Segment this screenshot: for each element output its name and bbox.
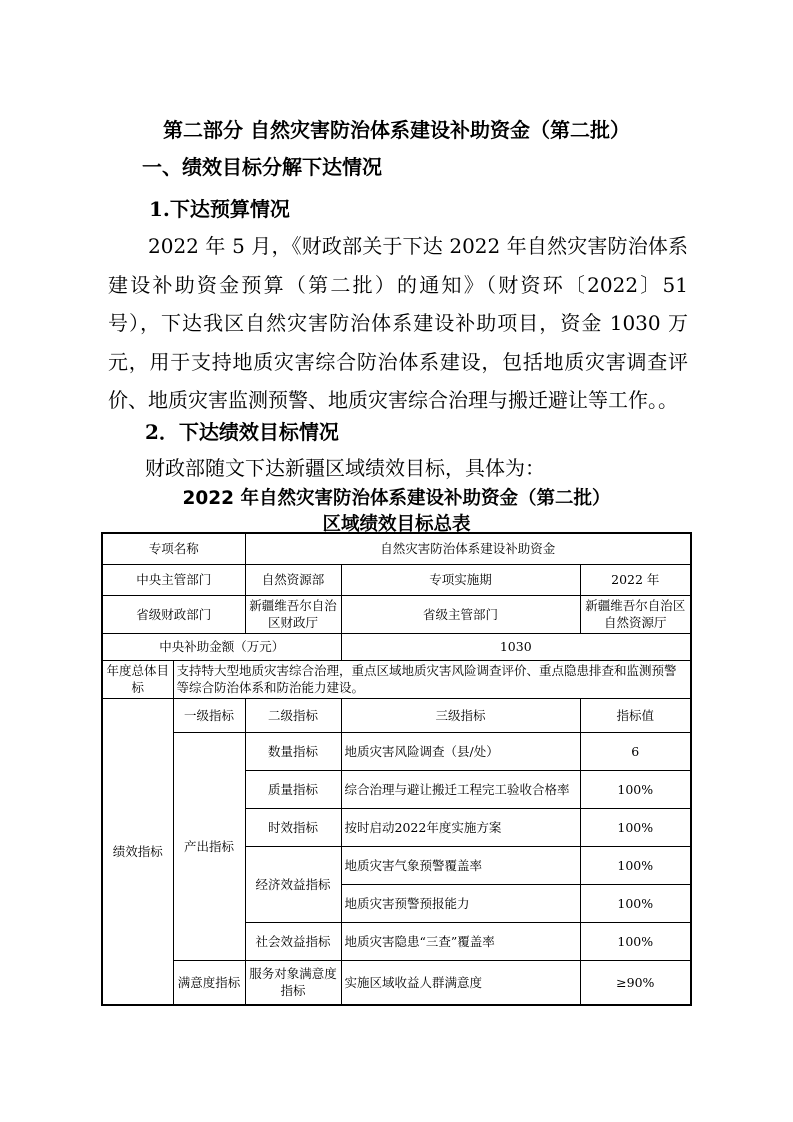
quantity-indicator-label: 数量指标 (245, 732, 341, 770)
project-name-label: 专项名称 (102, 533, 245, 564)
indicator-value: ≥90% (580, 960, 691, 1005)
col-header-value: 指标值 (580, 698, 691, 732)
quality-indicator-label: 质量指标 (245, 770, 341, 808)
indicator-name: 实施区域收益人群满意度 (341, 960, 580, 1005)
satisfaction-indicator-label: 满意度指标 (173, 960, 245, 1005)
table-row (102, 960, 691, 1005)
table-title: 2022 年自然灾害防治体系建设补助资金（第二批） (182, 488, 611, 509)
table-row (102, 595, 691, 633)
subsidy-label: 中央补助金额（万元） (102, 633, 341, 660)
indicator-name: 地质灾害气象预警覆盖率 (341, 846, 580, 884)
service-target-indicator-label: 服务对象满意度指标 (245, 960, 341, 1005)
indicator-name: 综合治理与避让搬迁工程完工验收合格率 (341, 770, 580, 808)
indicator-value: 6 (580, 732, 691, 770)
social-indicator-label: 社会效益指标 (245, 922, 341, 960)
indicator-name: 地质灾害预警预报能力 (341, 884, 580, 922)
table-row (102, 633, 691, 660)
prov-finance-label: 省级财政部门 (102, 595, 245, 633)
section-heading: 一、绩效目标分解下达情况 (142, 155, 382, 179)
table-row (102, 533, 691, 564)
indicator-name: 按时启动2022年度实施方案 (341, 808, 580, 846)
central-dept-value: 自然资源部 (245, 564, 341, 595)
performance-table (101, 532, 692, 1006)
budget-paragraph: 2022 年 5 月，《财政部关于下达 2022 年自然灾害防治体系建设补助资金预算（第二批）的通知》（财资环〔2022〕51 号），下达我区自然灾害防治体系建设补助项目，资金 1030 万元，用于支持地质灾害综合防治体系建设，包括地质灾害调查评价、地质灾害监测预警、地质灾害综合治理与搬迁避让等工作。。 (108, 234, 688, 413)
targets-paragraph: 财政部随文下达新疆区域绩效目标，具体为： (145, 456, 545, 480)
prov-finance-value: 新疆维吾尔自治区财政厅 (245, 595, 341, 633)
subsection-heading-targets: 2．下达绩效目标情况 (145, 420, 339, 444)
goal-value: 支持特大型地质灾害综合治理，重点区域地质灾害风险调查评价、重点隐患排查和监测预警等综合防治体系和防治能力建设。 (173, 660, 691, 698)
part-heading: 第二部分 自然灾害防治体系建设补助资金（第二批） (163, 118, 630, 142)
prov-dept-value: 新疆维吾尔自治区自然资源厅 (580, 595, 691, 633)
table-row (102, 564, 691, 595)
table-subtitle: 区域绩效目标总表 (322, 514, 471, 535)
period-label: 专项实施期 (341, 564, 580, 595)
goal-label: 年度总体目标 (102, 660, 173, 698)
table-row (102, 660, 691, 698)
indicator-value: 100% (580, 922, 691, 960)
indicator-value: 100% (580, 808, 691, 846)
period-value: 2022 年 (580, 564, 691, 595)
col-header-level1: 一级指标 (173, 698, 245, 732)
indicator-name: 地质灾害风险调查（县/处） (341, 732, 580, 770)
indicator-name: 地质灾害隐患“三查”覆盖率 (341, 922, 580, 960)
col-header-level2: 二级指标 (245, 698, 341, 732)
timeliness-indicator-label: 时效指标 (245, 808, 341, 846)
indicator-value: 100% (580, 770, 691, 808)
indicator-value: 100% (580, 884, 691, 922)
indicator-label: 绩效指标 (102, 698, 173, 1005)
subsidy-value: 1030 (341, 633, 691, 660)
central-dept-label: 中央主管部门 (102, 564, 245, 595)
economic-indicator-label: 经济效益指标 (245, 846, 341, 922)
col-header-level3: 三级指标 (341, 698, 580, 732)
table-header-row (102, 698, 691, 732)
indicator-value: 100% (580, 846, 691, 884)
table-row (102, 732, 691, 770)
subsection-heading-budget: 1.下达预算情况 (149, 197, 290, 221)
output-indicator-label: 产出指标 (173, 732, 245, 960)
project-name-value: 自然灾害防治体系建设补助资金 (245, 533, 691, 564)
prov-dept-label: 省级主管部门 (341, 595, 580, 633)
